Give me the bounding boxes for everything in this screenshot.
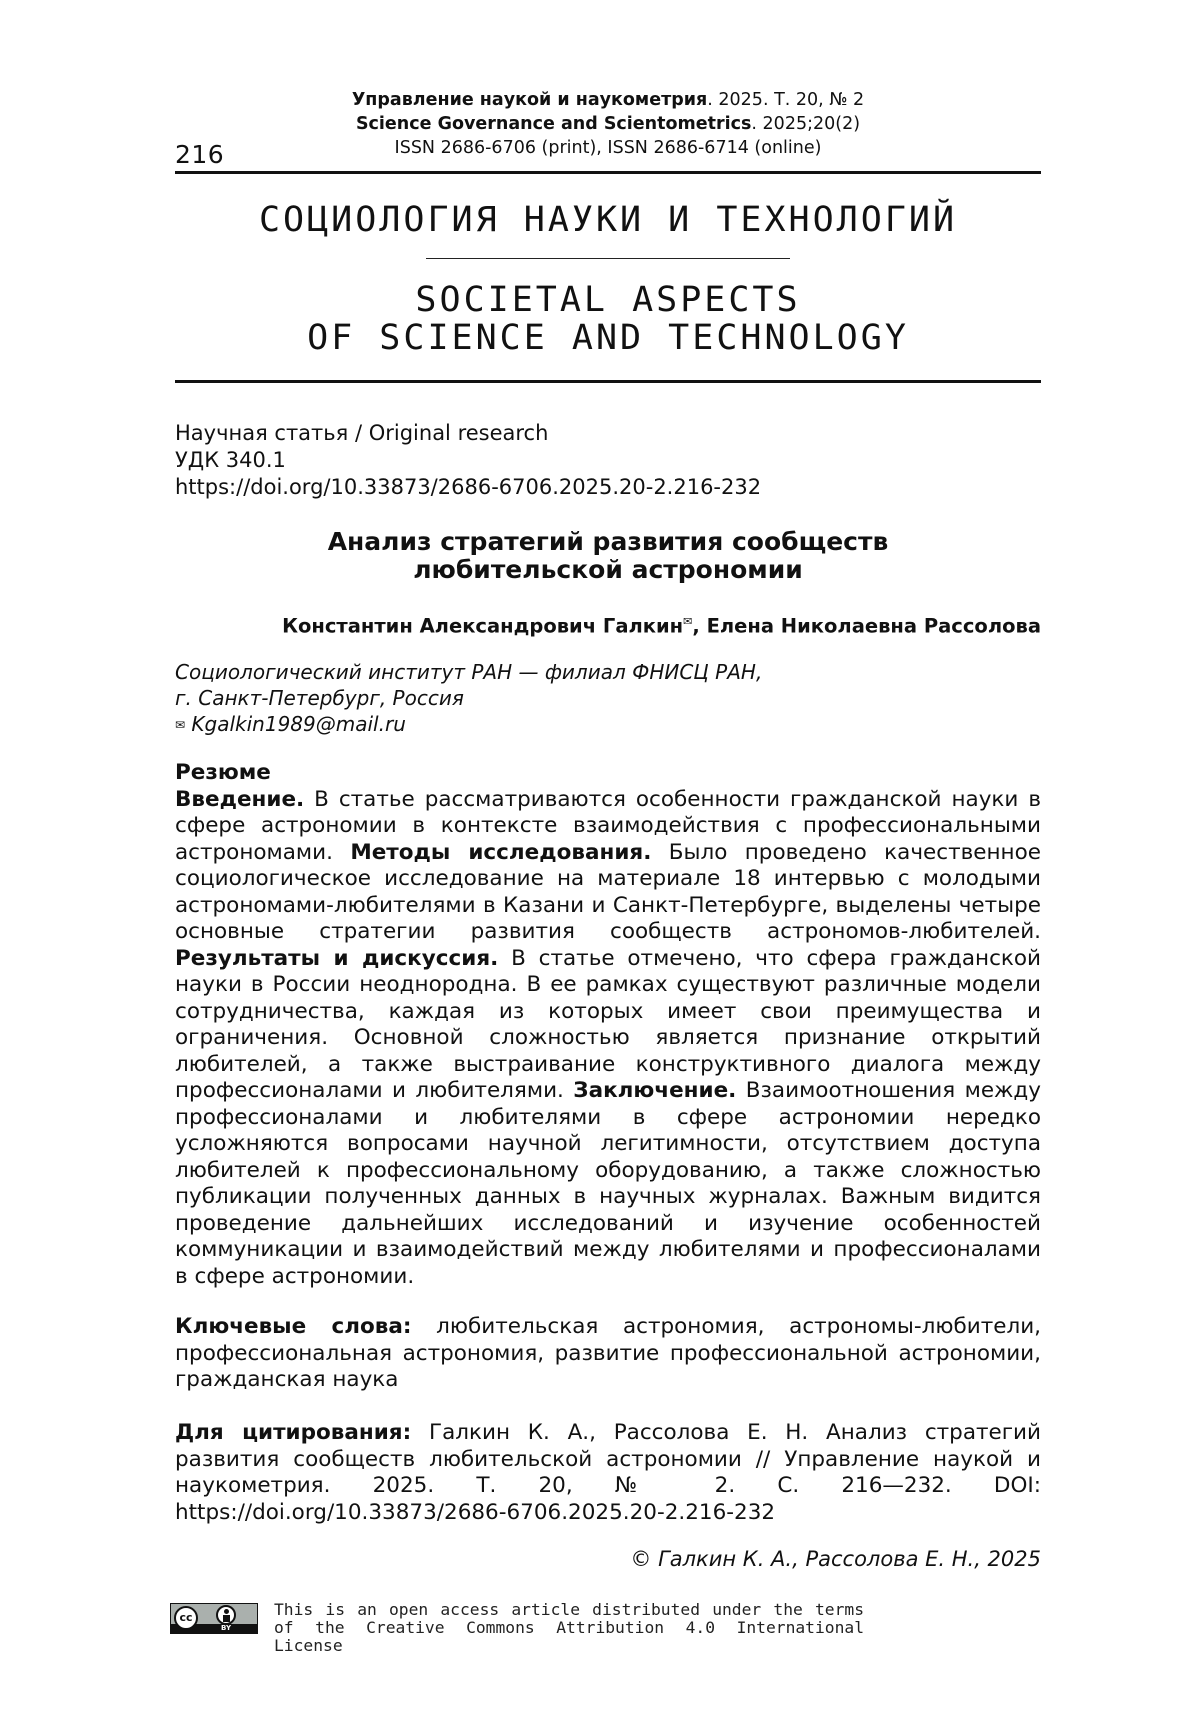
license [170,1601,870,1637]
author-email[interactable]: Kgalkin1989@mail.ru [191,712,405,736]
journal-ru-line [175,88,1041,112]
section-title-divider [426,258,790,259]
udc-code: УДК 340.1 [175,447,761,474]
author-separator: , [692,615,706,638]
author-2: Елена Николаевна Рассолова [707,615,1041,638]
envelope-icon: ✉ [683,615,692,628]
section-title-en-line2: OF SCIENCE AND TECHNOLOGY [175,318,1041,358]
section-divider [175,380,1041,383]
keywords [175,1314,1041,1394]
header-divider [175,171,1041,174]
authors [175,609,1041,640]
abstract-methods-text: Было проведено качественное социологическое исследование на материале 18 интервью с молодыми астрономами-любителями в Казани и Санкт-Петербурге, выделены четыре основные стратегии развития сообществ астрономов-любителей. [175,840,1041,945]
abstract-results-label: Результаты и дискуссия. [175,946,498,971]
affiliation-email-line [175,711,762,738]
journal-info [175,88,1041,160]
license-line1: This is an open access article distributed under the terms [274,1601,864,1619]
abstract-heading: Резюме [175,760,1041,787]
abstract-results-text: В статье отмечено, что сфера гражданской науки в России неоднородна. В ее рамках существуют различные модели сотрудничества, каждая из которых имеет свои преимущества и ограничения. Основной сложностью является признание открытий любителей, а также выстраивание конструктивного диалога между профессионалами и любителями. [175,946,1041,1104]
journal-issn: ISSN 2686-6706 (print), ISSN 2686-6714 (online) [175,136,1041,160]
keywords-text: любительская астрономия, астрономы-любители, профессиональная астрономия, развитие профессиональной астрономии, гражданская наука [175,1314,1041,1392]
license-line2: of the Creative Commons Attribution 4.0 International License [274,1619,864,1655]
journal-ru-title: Управление наукой и наукометрия [352,90,707,110]
abstract-body [175,787,1041,1291]
abstract [175,760,1041,1290]
article-title-line2: любительской астрономии [175,556,1041,584]
cc-icon: cc [174,1606,198,1630]
page-number: 216 [175,140,224,169]
author-1: Константин Александрович Галкин [282,615,683,638]
affiliation [175,659,762,738]
affiliation-city: г. Санкт-Петербург, Россия [175,685,762,711]
abstract-intro-label: Введение. [175,787,304,812]
section-title-en-line1: SOCIETAL ASPECTS [175,280,1041,320]
person-icon [216,1605,236,1625]
article-meta [175,420,761,501]
doi-link[interactable]: https://doi.org/10.33873/2686-6706.2025.20-2.216-232 [175,474,761,501]
citation-text: Галкин К. А., Рассолова Е. Н. Анализ стратегий развития сообществ любительской астрономии // Управление наукой и наукометрия. 2025. Т. 20, № 2. С. 216—232. DOI: https://doi.org/10.33873/2686-6706.2025.20-2.216-232 [175,1420,1041,1525]
article-title-line1: Анализ стратегий развития сообществ [175,528,1041,556]
envelope-icon: ✉ [175,718,185,732]
abstract-conclusion-text: Взаимоотношения между профессионалами и любителями в сфере астрономии нередко усложняются вопросами научной легитимности, отсутствием доступа любителей к профессиональному оборудованию, а также сложностью публикации полученных данных в научных журналах. Важным видится проведение дальнейших исследований и изучение особенностей коммуникации и взаимодействий между любителями и профессионалами в сфере астрономии. [175,1078,1041,1289]
cc-by-badge[interactable] [170,1603,258,1634]
affiliation-institute: Социологический институт РАН — филиал ФНИСЦ РАН, [175,659,762,685]
keywords-label: Ключевые слова: [175,1314,412,1339]
section-title-ru: СОЦИОЛОГИЯ НАУКИ И ТЕХНОЛОГИЙ [175,200,1041,240]
abstract-methods-label: Методы исследования. [350,840,651,865]
citation [175,1420,1041,1526]
journal-en-title: Science Governance and Scientometrics [356,114,751,134]
article-type: Научная статья / Original research [175,420,761,447]
article-title [175,528,1041,584]
journal-en-line [175,112,1041,136]
abstract-intro-text: В статье рассматриваются особенности гражданской науки в сфере астрономии в контексте взаимодействия с профессиональными астрономами. [175,787,1041,865]
journal-ru-issue: . 2025. Т. 20, № 2 [707,90,864,110]
journal-header [175,88,1041,164]
abstract-conclusion-label: Заключение. [573,1078,736,1103]
license-text [274,1601,864,1655]
copyright: © Галкин К. А., Рассолова Е. Н., 2025 [175,1547,1041,1571]
citation-label: Для цитирования: [175,1420,411,1445]
journal-en-issue: . 2025;20(2) [751,114,860,134]
by-label: BY [221,1624,231,1633]
